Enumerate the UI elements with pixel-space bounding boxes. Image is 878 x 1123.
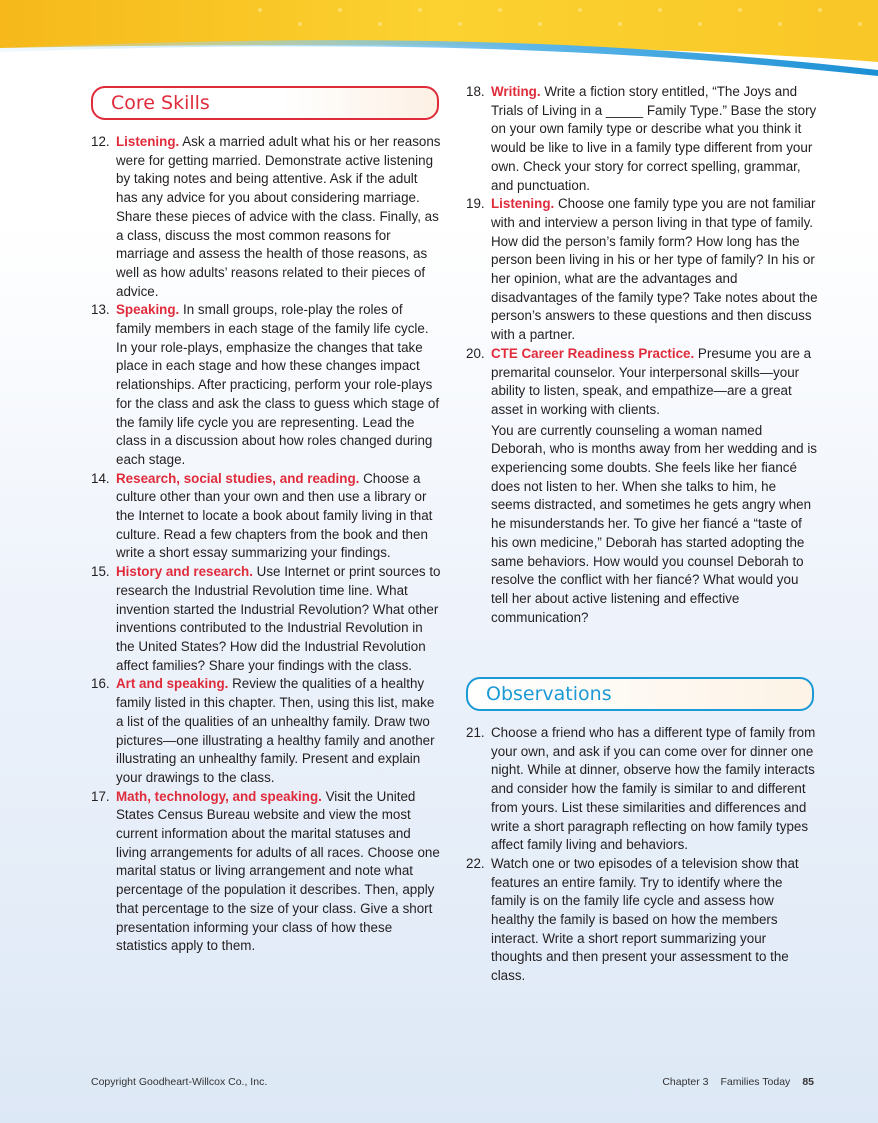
item-lead: CTE Career Readiness Practice. bbox=[491, 345, 695, 361]
observations-title: Observations bbox=[486, 683, 612, 705]
copyright-notice: Copyright Goodheart-Willcox Co., Inc. bbox=[91, 1076, 268, 1088]
page-number: 85 bbox=[802, 1076, 814, 1088]
core-skills-header bbox=[91, 86, 439, 120]
item-text: Choose a culture other than your own and then use a library or the Internet to locate a book about family living in that culture. Read a few chapters from the book and then write a short essay summarizing your findings. bbox=[116, 470, 433, 561]
list-item-20 bbox=[466, 345, 818, 420]
list-item-19 bbox=[466, 195, 818, 345]
left-column bbox=[91, 133, 441, 956]
item-number: 19. bbox=[466, 196, 485, 212]
observations-header bbox=[466, 677, 814, 711]
item-lead: History and research. bbox=[116, 564, 253, 580]
item-text: Write a fiction story entitled, “The Joys and Trials of Living in a _____ Family Type.” Base the story on your own family type or describe what you think it would be like to live in a family type different from your own. Check your story for correct spelling, grammar, and punctuation. bbox=[491, 84, 817, 193]
chapter-label: Chapter 3 bbox=[662, 1076, 709, 1088]
list-item-17 bbox=[91, 788, 441, 956]
list-item-14 bbox=[91, 470, 441, 564]
item-lead: Listening. bbox=[116, 134, 180, 149]
item-lead: Writing. bbox=[491, 84, 541, 99]
item-lead: Art and speaking. bbox=[116, 676, 229, 692]
item-number: 13. bbox=[91, 302, 110, 318]
item-20-paragraph: You are currently counseling a woman named Deborah, who is months away from her wedding and is experiencing some doubts. She feels like her fiancé does not listen to her. When she talks to him, he seems distracted, and sometimes he gets angry when he misunderstands her. To give her fiancé a “taste of his own medicine,” Deborah has started adopting the same behaviors. How would you counsel Deborah to resolve the conflict with her fiancé? What would you tell her about active listening and effective communication? bbox=[491, 422, 818, 625]
item-text: In small groups, role-play the roles of family members in each stage of the family life cycle. In your role-plays, emphasize the changes that take place in each stage and how these changes impact relationships. After practicing, perform your role-plays for the class and ask the class to guess which stage of the family life cycle you are representing. Lead the class in a discussion about how roles changed during each stage. bbox=[116, 302, 440, 467]
item-text: Choose one family type you are not familiar with and interview a person living in that type of family. How did the person’s family form? How long has the person been living in his or her type of family? In his or her opinion, what are the advantages and disadvantages of the family type? Take notes about the person’s answers to these questions and then discuss with a partner. bbox=[491, 196, 818, 343]
item-number: 15. bbox=[91, 564, 110, 580]
item-text: Review the qualities of a healthy family listed in this chapter. Then, using this list, make a list of the qualities of an unhealthy family. Draw two pictures—one illustrating a healthy family and another illustrating an unhealthy family. Present and explain your drawings to the class. bbox=[116, 676, 435, 785]
item-number: 22. bbox=[466, 855, 485, 871]
item-number: 20. bbox=[466, 345, 485, 361]
item-number: 17. bbox=[91, 788, 110, 804]
item-number: 18. bbox=[466, 84, 485, 99]
item-text: Ask a married adult what his or her reasons were for getting married. Demonstrate active listening by taking notes and being attentive. Ask if the adult has any advice for you about considering marriage. Share these pieces of advice with the class. Finally, as a class, discuss the most common reasons for marriage and assess the health of those reasons, as well as how adults’ reasons related to their pieces of advice. bbox=[116, 134, 441, 299]
item-text: Presume you are a premarital counselor. Your interpersonal skills—your ability to listen, speak, and empathize—are a great asset in working with clients. bbox=[491, 345, 812, 417]
item-text: Use Internet or print sources to research the Industrial Revolution time line. What invention started the Industrial Revolution? What other inventions contributed to the Industrial Revolution in the United States? How did the Industrial Revolution affect families? Share your findings with the class. bbox=[116, 564, 441, 673]
page-footer bbox=[662, 1076, 814, 1088]
item-number: 16. bbox=[91, 676, 110, 692]
item-number: 12. bbox=[91, 134, 110, 149]
list-item-13 bbox=[91, 301, 441, 469]
item-text: Choose a friend who has a different type of family from your own, and ask if you can come over for dinner one night. While at dinner, observe how the family interacts and consider how the family is similar to and different from yours. List these similarities and differences and write a short paragraph reflecting on how family types affect family living and behaviors. bbox=[491, 725, 816, 853]
decorative-header-band bbox=[0, 0, 878, 80]
right-column bbox=[466, 83, 818, 627]
item-number: 21. bbox=[466, 725, 485, 740]
list-item-16 bbox=[91, 675, 441, 787]
item-lead: Math, technology, and speaking. bbox=[116, 788, 322, 804]
list-item-18 bbox=[466, 83, 818, 195]
item-number: 14. bbox=[91, 470, 110, 486]
list-item-22 bbox=[466, 855, 818, 986]
item-lead: Speaking. bbox=[116, 302, 180, 318]
list-item-12 bbox=[91, 133, 441, 301]
core-skills-title: Core Skills bbox=[111, 92, 210, 114]
list-item-15 bbox=[91, 563, 441, 675]
item-lead: Listening. bbox=[491, 196, 555, 212]
item-lead: Research, social studies, and reading. bbox=[116, 470, 360, 486]
observations-list bbox=[466, 724, 818, 986]
list-item-21 bbox=[466, 724, 818, 855]
item-text: Visit the United States Census Bureau website and view the most current information about the marital statuses and living arrangements for adults of all races. Choose one marital status or living arrangement and note what percentage of the population it describes. Then, apply that percentage to the size of your class. Give a short presentation informing your class of how these statistics apply to them. bbox=[116, 788, 440, 954]
chapter-title: Families Today bbox=[720, 1076, 791, 1088]
item-text: Watch one or two episodes of a television show that features an entire family. Try to identify where the family is on the family life cycle and assess how healthy the family is based on how the members interact. Write a short report summarizing your thoughts and then present your assessment to the class. bbox=[491, 855, 799, 984]
